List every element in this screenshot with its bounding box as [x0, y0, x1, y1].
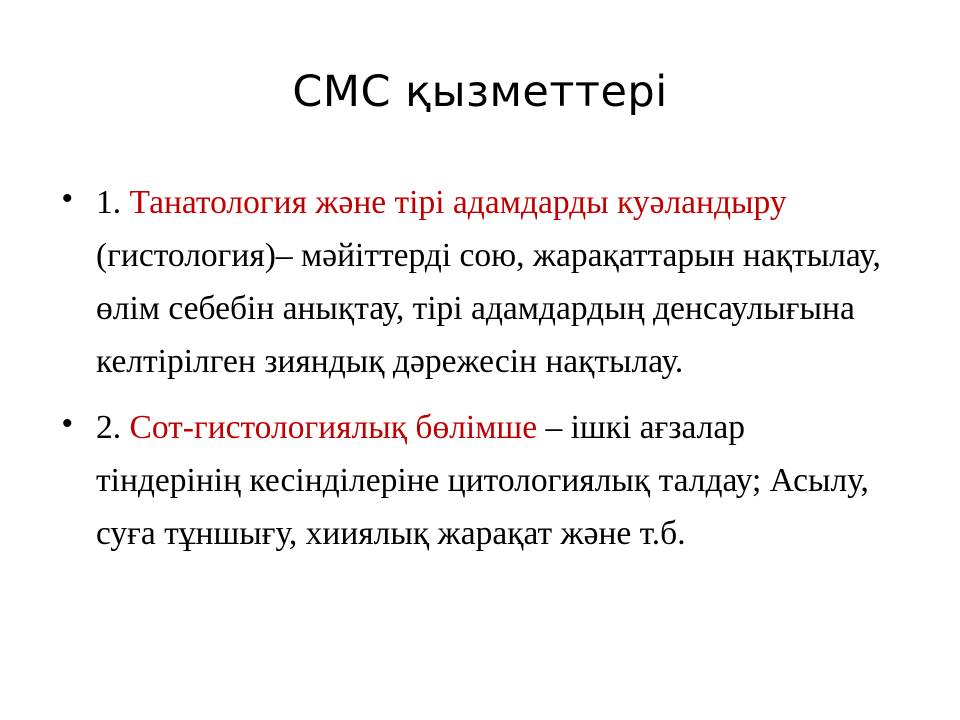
bullet-item-2 [62, 401, 892, 560]
slide-title: СМС қызметтері [292, 67, 668, 117]
bullet-item-1 [62, 176, 892, 388]
bullet-highlight: Танатология және тірі адамдарды куәландыру [129, 184, 787, 221]
bullet-highlight: Сот-гистологиялық бөлімше [129, 409, 538, 446]
bullet-number: 1. [96, 184, 130, 221]
bullet-list [62, 176, 892, 560]
bullet-text: (гистология)– мәйіттерді сою, жарақаттарын нақтылау, өлім себебін анықтау, тірі адамдардың денсаулығына келтірілген зияндық дәрежесін нақтылау. [96, 237, 881, 380]
bullet-text: – ішкі ағзалар тіндерінің кесінділеріне цитологиялық талдау; Асылу, суға тұншығу, хииялық жарақат және т.б. [96, 409, 869, 552]
bullet-dot-icon: • [62, 182, 73, 215]
bullet-dot-icon: • [62, 407, 73, 440]
bullet-number: 2. [96, 409, 130, 446]
